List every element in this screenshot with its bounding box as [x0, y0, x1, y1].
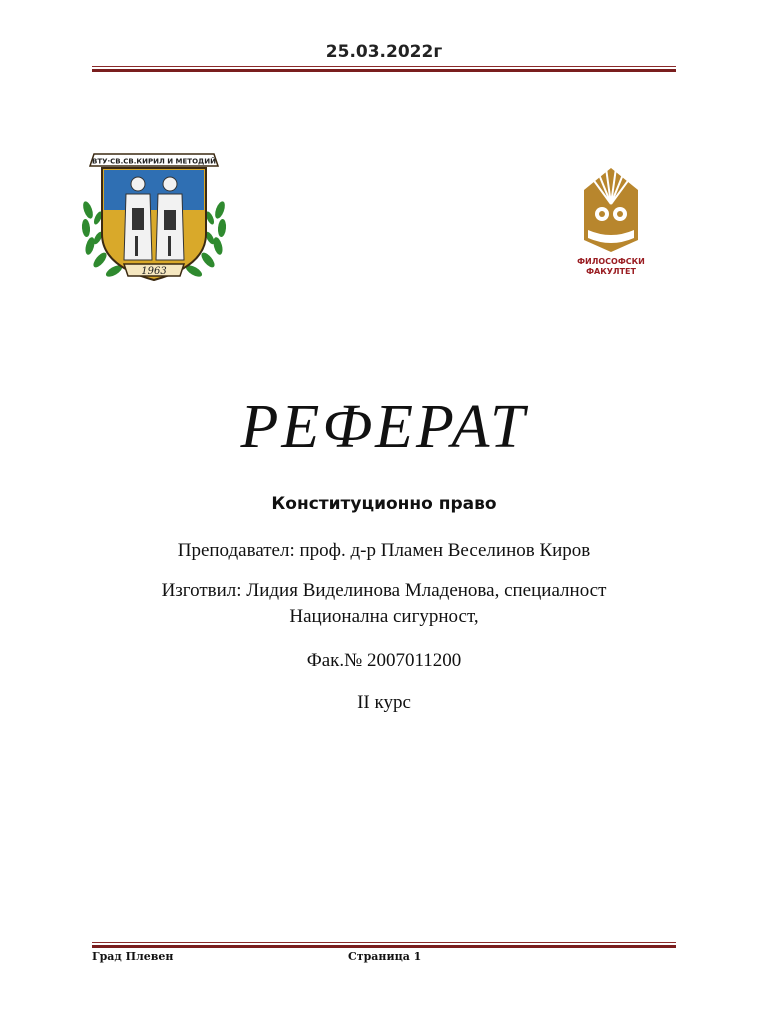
- crest-year: 1963: [141, 266, 167, 277]
- header-rule: [92, 66, 676, 72]
- faculty-name-line2: ФАКУЛТЕТ: [586, 267, 636, 276]
- faculty-name-line1: ФИЛОСОФСКИ: [577, 257, 645, 266]
- document-title: РЕФЕРАТ: [240, 393, 528, 461]
- author-line1: Изготвил: Лидия Виделинова Младенова, специалност: [161, 580, 607, 601]
- header-date: 25.03.2022г: [325, 42, 443, 62]
- faculty-number: Фак.№ 2007011200: [306, 650, 462, 671]
- teacher-line: Преподавател: проф. д-р Пламен Веселинов Киров: [177, 540, 591, 561]
- author-block: [0, 578, 768, 630]
- owl-book-icon: [578, 160, 644, 260]
- footer-page: Страница 1: [348, 950, 422, 963]
- footer-rule: [92, 942, 676, 948]
- subject: Конституционно право: [271, 494, 497, 514]
- course: II курс: [357, 692, 411, 713]
- university-crest-icon: [80, 148, 228, 290]
- footer-city: Град Плевен: [92, 950, 174, 963]
- author-line2: Национална сигурност,: [289, 606, 479, 627]
- faculty-name: [566, 257, 656, 277]
- crest-banner-text: ВТУ·СВ.СВ.КИРИЛ И МЕТОДИЙ: [92, 157, 216, 166]
